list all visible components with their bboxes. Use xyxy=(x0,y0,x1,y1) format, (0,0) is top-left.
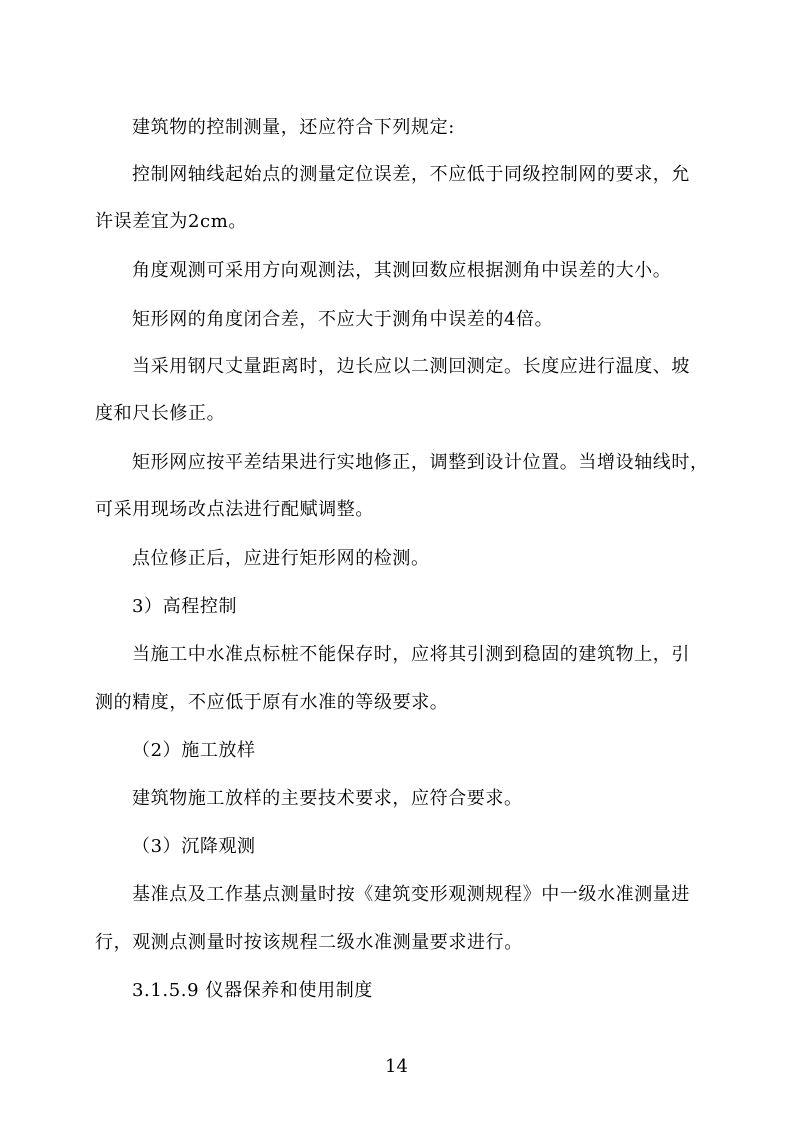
page-number: 14 xyxy=(385,1056,408,1077)
paragraph-line: 矩形网的角度闭合差，不应大于测角中误差的4倍。 xyxy=(132,309,554,330)
paragraph-line: 当施工中水准点标桩不能保存时，应将其引测到稳固的建筑物上，引 xyxy=(132,644,690,665)
section-heading: 3）高程控制 xyxy=(132,596,238,617)
paragraph-line: 度和尺长修正。 xyxy=(95,403,226,424)
paragraph-line: 矩形网应按平差结果进行实地修正，调整到设计位置。当增设轴线时， xyxy=(132,452,709,473)
paragraph-line: 当采用钢尺丈量距离时，边长应以二测回测定。长度应进行温度、坡 xyxy=(132,356,690,377)
paragraph-line: 行，观测点测量时按该规程二级水准测量要求进行。 xyxy=(95,932,523,953)
paragraph-line: 建筑物施工放样的主要技术要求，应符合要求。 xyxy=(132,788,523,809)
paragraph-line: 点位修正后，应进行矩形网的检测。 xyxy=(132,548,430,569)
paragraph-line: 控制网轴线起始点的测量定位误差，不应低于同级控制网的要求，允 xyxy=(132,164,690,185)
paragraph-line: 基准点及工作基点测量时按《建筑变形观测规程》中一级水准测量进 xyxy=(132,884,690,905)
paragraph-line: 建筑物的控制测量，还应符合下列规定: xyxy=(132,117,455,138)
paragraph-line: 可采用现场改点法进行配赋调整。 xyxy=(95,499,374,520)
section-heading: 3.1.5.9 仪器保养和使用制度 xyxy=(132,980,373,1001)
paragraph-line: 测的精度，不应低于原有水准的等级要求。 xyxy=(95,692,449,713)
section-heading: （2）施工放样 xyxy=(132,740,256,761)
section-heading: （3）沉降观测 xyxy=(132,836,256,857)
paragraph-line: 许误差宜为2cm。 xyxy=(95,211,248,232)
paragraph-line: 角度观测可采用方向观测法，其测回数应根据测角中误差的大小。 xyxy=(132,260,672,281)
